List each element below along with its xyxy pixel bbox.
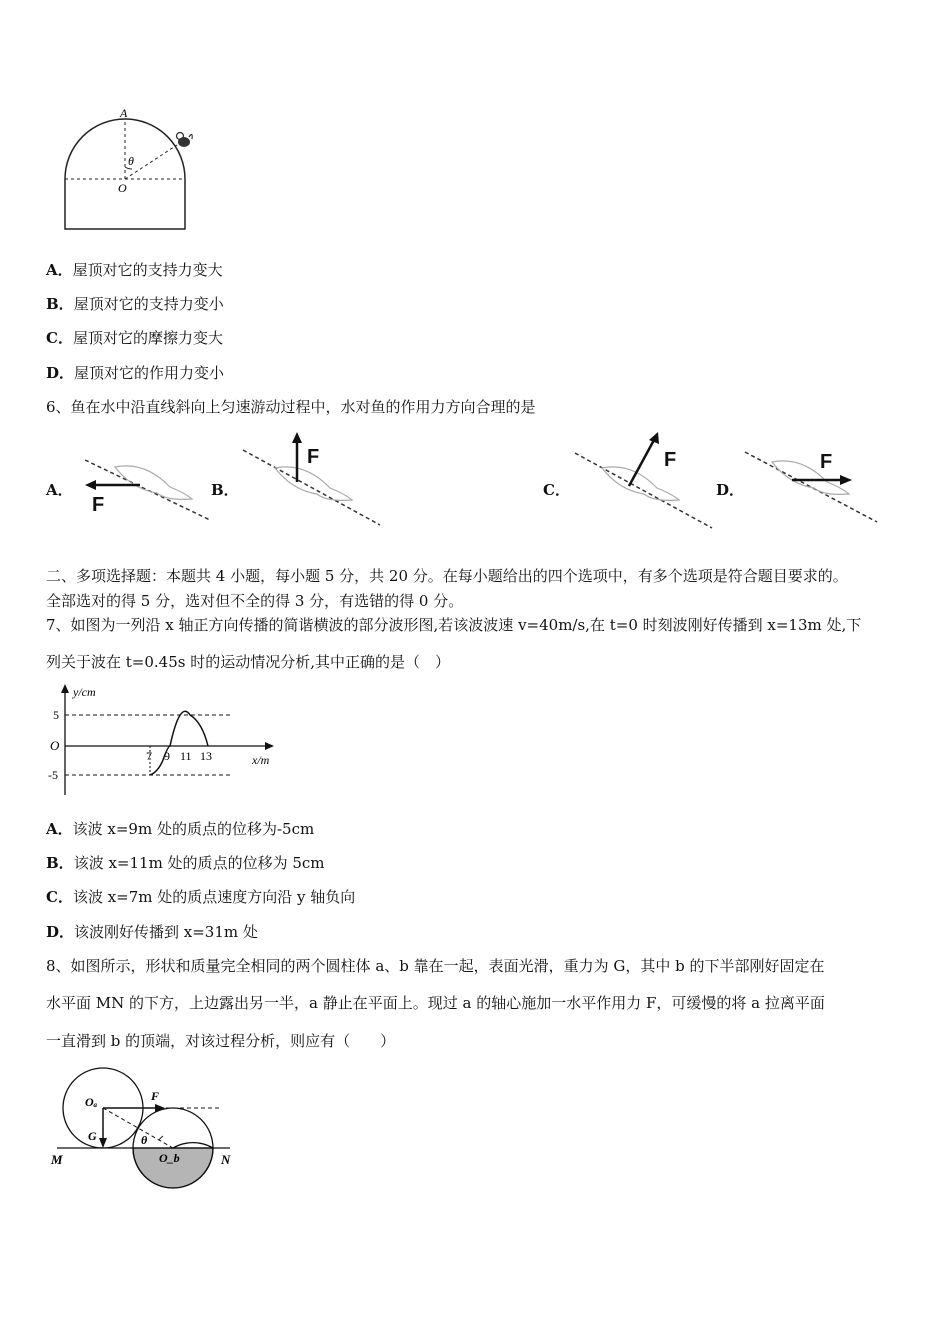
q8-stem-line1: 8、如图所示，形状和质量完全相同的两个圆柱体 a、b 靠在一起，表面光滑，重力为 G，其中 b 的下半部刚好固定在 xyxy=(46,957,825,975)
q5-option-c[interactable]: C．屋顶对它的摩擦力变大 xyxy=(46,329,223,347)
roof-figure xyxy=(60,105,210,235)
q7-option-d[interactable]: D．该波刚好传播到 x=31m 处 xyxy=(46,923,258,941)
wave-graph xyxy=(40,680,280,802)
q6-option-c-label[interactable]: C． xyxy=(543,481,570,499)
y-tick-neg5: -5 xyxy=(48,768,58,782)
q6-option-b-label[interactable]: B． xyxy=(211,481,239,499)
q6-fish-b xyxy=(240,430,390,530)
q7-stem-line1: 7、如图为一列沿 x 轴正方向传播的简谐横波的部分波形图,若该波波速 v=40m/s,在 t=0 时刻波刚好传播到 x=13m 处,下 xyxy=(46,616,862,634)
q6-fish-a xyxy=(80,455,215,525)
q6-force-a: F xyxy=(92,494,105,516)
origin-label: O xyxy=(50,738,60,753)
label-theta-q8: θ xyxy=(141,1133,148,1147)
q5-option-d[interactable]: D．屋顶对它的作用力变小 xyxy=(46,364,225,382)
q6-option-d-label[interactable]: D． xyxy=(716,481,745,499)
q6-fish-c xyxy=(572,428,722,528)
q7-option-b[interactable]: B．该波 x=11m 处的质点的位移为 5cm xyxy=(46,854,325,872)
q6-force-c: F xyxy=(664,449,677,471)
label-f: F xyxy=(151,1089,160,1103)
label-g: G xyxy=(88,1129,97,1143)
cylinders-figure xyxy=(45,1060,245,1190)
q7-option-a[interactable]: A．该波 x=9m 处的质点的位移为-5cm xyxy=(46,820,315,838)
section2-line1: 二、多项选择题：本题共 4 小题，每小题 5 分，共 20 分。在每小题给出的四个选项中，有多个选项是符合题目要求的。 xyxy=(46,567,848,585)
q6-fish-d xyxy=(742,440,882,525)
q5-option-b[interactable]: B．屋顶对它的支持力变小 xyxy=(46,295,224,313)
q6-force-b: F xyxy=(307,446,320,468)
q6-stem: 6、鱼在水中沿直线斜向上匀速游动过程中，水对鱼的作用力方向合理的是 xyxy=(46,398,536,416)
x-tick-13: 13 xyxy=(200,749,212,763)
q7-option-c[interactable]: C．该波 x=7m 处的质点速度方向沿 y 轴负向 xyxy=(46,888,356,906)
y-tick-5: 5 xyxy=(53,708,59,722)
q7-stem-line2: 列关于波在 t=0.45s 时的运动情况分析,其中正确的是（ ） xyxy=(46,653,450,671)
label-oa: Oₐ xyxy=(85,1095,98,1109)
q5-option-a[interactable]: A．屋顶对它的支持力变大 xyxy=(46,261,223,279)
label-n: N xyxy=(221,1152,231,1167)
x-axis-label: x/m xyxy=(252,753,270,767)
animal-icon xyxy=(177,133,193,148)
q8-stem-line3: 一直滑到 b 的顶端，对该过程分析，则应有（ ） xyxy=(46,1032,396,1050)
x-tick-9: 9 xyxy=(164,749,170,763)
label-m: M xyxy=(51,1152,63,1167)
section2-line2: 全部选对的得 5 分，选对但不全的得 3 分，有选错的得 0 分。 xyxy=(46,592,464,610)
wave-curve xyxy=(150,711,208,775)
y-axis-label: y/cm xyxy=(73,685,96,699)
label-a: A xyxy=(120,106,128,120)
label-ob: O_b xyxy=(159,1151,180,1165)
x-tick-11: 11 xyxy=(180,749,192,763)
q6-force-d: F xyxy=(820,451,833,473)
label-theta: θ xyxy=(128,154,134,168)
q8-stem-line2: 水平面 MN 的下方，上边露出另一半，a 静止在平面上。现过 a 的轴心施加一水平作用力 F，可缓慢的将 a 拉离平面 xyxy=(46,994,825,1012)
x-tick-7: 7 xyxy=(146,749,152,763)
label-o: O xyxy=(118,181,127,195)
q6-option-a-label[interactable]: A． xyxy=(46,481,73,499)
